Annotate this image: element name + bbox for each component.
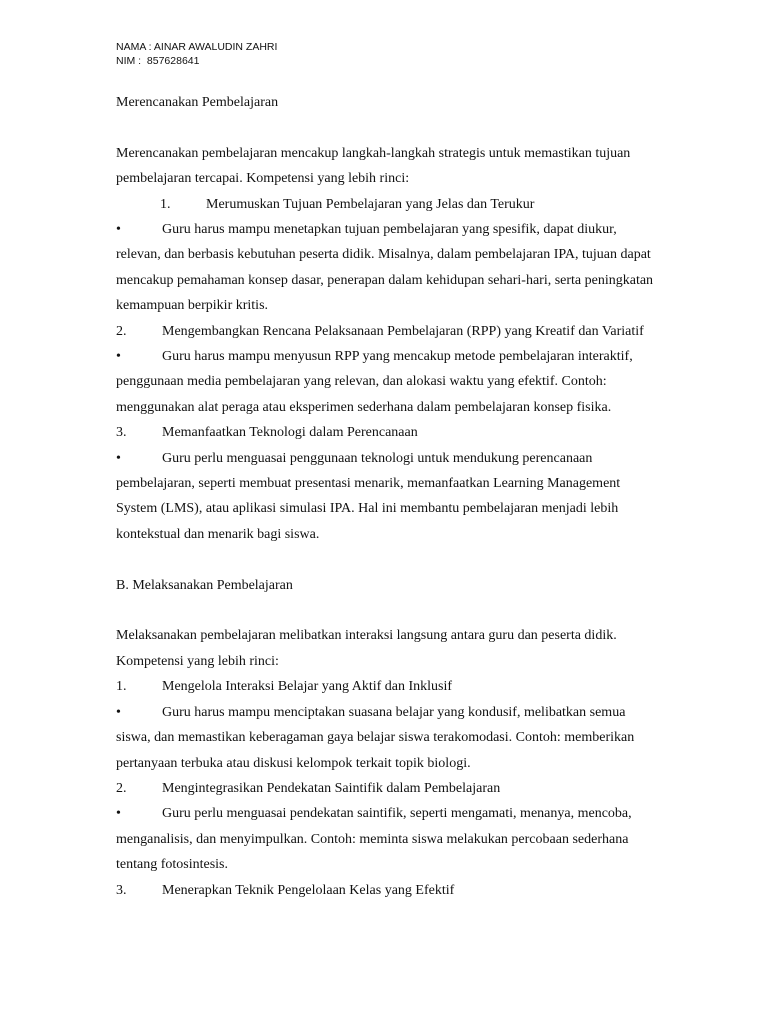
document-page bbox=[116, 40, 656, 903]
section-a-item-3-title bbox=[116, 420, 656, 445]
item-title: Menerapkan Teknik Pengelolaan Kelas yang Efektif bbox=[162, 882, 455, 898]
item-number: 3. bbox=[116, 425, 127, 441]
section-b-intro: Melaksanakan pembelajaran melibatkan interaksi langsung antara guru dan peserta didik. Kompetensi yang lebih rinci: bbox=[116, 628, 617, 669]
item-number: 2. bbox=[116, 323, 127, 339]
item-number: 2. bbox=[116, 780, 127, 796]
document-body bbox=[116, 90, 656, 903]
section-b-item-1-detail bbox=[116, 700, 656, 776]
student-header bbox=[116, 40, 656, 68]
section-a-item-2-title bbox=[116, 319, 656, 344]
bullet-marker: • bbox=[116, 806, 121, 822]
section-a-title: Merencanakan Pembelajaran bbox=[116, 95, 279, 110]
student-name: NAMA : AINAR AWALUDIN ZAHRI bbox=[116, 41, 278, 53]
item-number: 1. bbox=[116, 679, 127, 695]
item-title: Mengembangkan Rencana Pelaksanaan Pembelajaran (RPP) yang Kreatif dan Variatif bbox=[162, 323, 644, 339]
item-title: Mengintegrasikan Pendekatan Saintifik dalam Pembelajaran bbox=[162, 780, 501, 796]
item-number: 3. bbox=[116, 882, 127, 898]
section-b-title: B. Melaksanakan Pembelajaran bbox=[116, 577, 293, 593]
section-b-item-1-title bbox=[116, 674, 656, 699]
section-b-item-3-title bbox=[116, 878, 656, 903]
item-detail: Guru harus mampu menciptakan suasana belajar yang kondusif, melibatkan semua siswa, dan memastikan keberagaman gaya belajar siswa terakomodasi. Contoh: memberikan pertanyaan terbuka atau diskusi kelompok terkait topik biologi. bbox=[116, 704, 635, 771]
bullet-marker: • bbox=[116, 450, 121, 466]
item-detail: Guru perlu menguasai penggunaan teknologi untuk mendukung perencanaan pembelajaran, seperti membuat presentasi menarik, memanfaatkan Learning Management System (LMS), atau aplikasi simulasi IPA. Hal ini membantu pembelajaran menjadi lebih kontekstual dan menarik bagi siswa. bbox=[116, 450, 621, 542]
section-a-item-3-detail bbox=[116, 446, 656, 548]
item-detail: Guru perlu menguasai pendekatan saintifik, seperti mengamati, menanya, mencoba, menganalisis, dan menyimpulkan. Contoh: meminta siswa melakukan percobaan sederhana tentang fotosintesis. bbox=[116, 806, 632, 873]
section-a-intro: Merencanakan pembelajaran mencakup langkah-langkah strategis untuk memastikan tujuan pembelajaran tercapai. Kompetensi yang lebih rinci: bbox=[116, 145, 631, 187]
bullet-marker: • bbox=[116, 349, 121, 365]
section-a-item-1-detail bbox=[116, 217, 656, 319]
item-number: 1. bbox=[160, 196, 171, 212]
section-a-item-2-detail bbox=[116, 344, 656, 420]
student-nim: NIM : 857628641 bbox=[116, 55, 200, 67]
item-title: Merumuskan Tujuan Pembelajaran yang Jelas dan Terukur bbox=[206, 196, 535, 212]
bullet-marker: • bbox=[116, 222, 121, 238]
section-b-item-2-title bbox=[116, 776, 656, 801]
item-title: Mengelola Interaksi Belajar yang Aktif dan Inklusif bbox=[162, 679, 453, 695]
item-title: Memanfaatkan Teknologi dalam Perencanaan bbox=[162, 425, 418, 441]
item-detail: Guru harus mampu menetapkan tujuan pembelajaran yang spesifik, dapat diukur, relevan, dan berbasis kebutuhan peserta didik. Misalnya, dalam pembelajaran IPA, tujuan dapat mencakup pemahaman konsep dasar, penerapan dalam kehidupan sehari-hari, serta peningkatan kemampuan berpikir kritis. bbox=[116, 222, 654, 314]
item-detail: Guru harus mampu menyusun RPP yang mencakup metode pembelajaran interaktif, penggunaan media pembelajaran yang relevan, dan alokasi waktu yang efektif. Contoh: menggunakan alat peraga atau eksperimen sederhana dalam pembelajaran konsep fisika. bbox=[116, 349, 633, 415]
section-a-item-1-title bbox=[116, 192, 656, 217]
section-b-item-2-detail bbox=[116, 801, 656, 877]
bullet-marker: • bbox=[116, 704, 121, 720]
